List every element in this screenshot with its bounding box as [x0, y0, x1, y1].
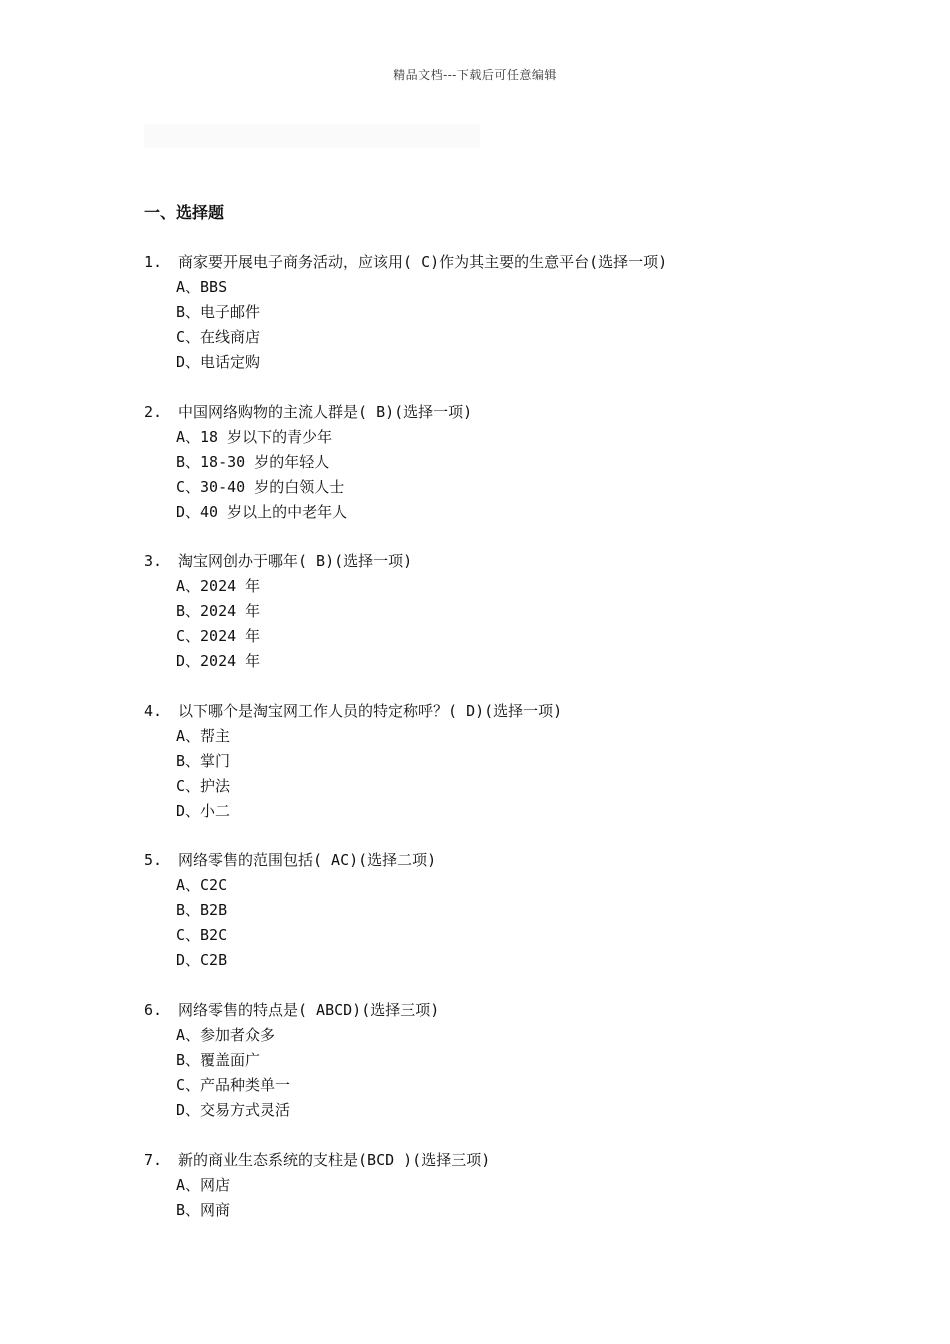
option-c: C、B2C: [176, 926, 228, 945]
question-stem: [144, 250, 864, 275]
question-7: [144, 1148, 864, 1223]
option-b: B、覆盖面广: [176, 1050, 261, 1069]
option-d: D、C2B: [176, 951, 228, 970]
option-d: D、交易方式灵活: [176, 1100, 291, 1119]
question-text: 以下哪个是淘宝网工作人员的特定称呼？( D)(选择一项): [178, 701, 563, 720]
question-text: 新的商业生态系统的支柱是(BCD )(选择三项): [178, 1150, 491, 1169]
question-number: 5.: [144, 851, 163, 870]
question-3: [144, 549, 864, 674]
question-stem: [144, 699, 864, 724]
option-a: A、C2C: [176, 876, 228, 895]
question-number: 2.: [144, 402, 163, 421]
question-6: [144, 998, 864, 1123]
question-number: 6.: [144, 1000, 163, 1019]
question-1: [144, 250, 864, 375]
option-d: D、40 岁以上的中老年人: [176, 502, 348, 521]
question-number: 7.: [144, 1150, 163, 1169]
option-d: D、电话定购: [176, 353, 261, 371]
section-title: 一、选择题: [144, 203, 225, 222]
question-text: 中国网络购物的主流人群是( B)(选择一项): [178, 402, 473, 421]
question-stem: [144, 998, 864, 1023]
option-a: A、2024 年: [176, 577, 261, 596]
option-b: B、电子邮件: [176, 303, 261, 321]
question-5: [144, 848, 864, 973]
option-c: C、产品种类单一: [176, 1075, 291, 1094]
faint-placeholder-bar: [144, 124, 480, 148]
option-d: D、2024 年: [176, 652, 261, 671]
question-stem: [144, 1148, 864, 1173]
page-header: 精品文档---下载后可任意编辑: [393, 68, 557, 82]
option-c: C、30-40 岁的白领人士: [176, 477, 345, 496]
question-number: 3.: [144, 552, 163, 571]
question-list: [144, 250, 864, 1247]
option-b: B、B2B: [176, 901, 228, 920]
option-a: A、18 岁以下的青少年: [176, 427, 333, 446]
question-text: 商家要开展电子商务活动，应该用( C)作为其主要的生意平台(选择一项): [178, 253, 668, 271]
question-text: 网络零售的特点是( ABCD)(选择三项): [178, 1000, 440, 1019]
option-c: C、2024 年: [176, 627, 261, 646]
question-number: 1.: [144, 253, 163, 271]
option-b: B、掌门: [176, 751, 231, 770]
option-a: A、参加者众多: [176, 1025, 276, 1044]
question-stem: [144, 848, 864, 873]
question-stem: [144, 549, 864, 574]
option-c: C、在线商店: [176, 328, 261, 346]
option-c: C、护法: [176, 776, 231, 795]
question-stem: [144, 400, 864, 425]
question-4: [144, 699, 864, 824]
option-d: D、小二: [176, 801, 231, 820]
question-text: 网络零售的范围包括( AC)(选择二项): [178, 851, 437, 870]
option-a: A、BBS: [176, 278, 228, 296]
option-b: B、2024 年: [176, 602, 261, 621]
option-b: B、网商: [176, 1200, 231, 1219]
question-number: 4.: [144, 701, 163, 720]
option-b: B、18-30 岁的年轻人: [176, 452, 330, 471]
option-a: A、帮主: [176, 726, 231, 745]
question-text: 淘宝网创办于哪年( B)(选择一项): [178, 552, 413, 571]
option-a: A、网店: [176, 1175, 231, 1194]
question-2: [144, 400, 864, 525]
